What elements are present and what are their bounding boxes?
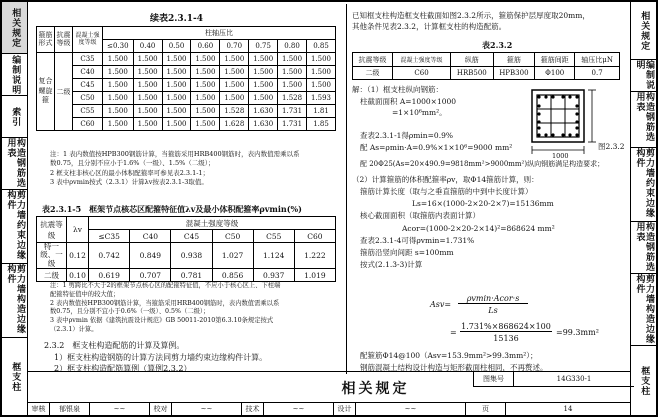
cell: 1.500 — [162, 92, 191, 105]
cell: 1.500 — [162, 105, 191, 118]
cell: C60 — [73, 118, 103, 131]
cell: 1.500 — [133, 118, 162, 131]
cell: 二级 — [37, 269, 67, 282]
calc-line: 按式(2.1.3-3)计算 — [360, 259, 423, 269]
formula-result: =99.3mm² — [556, 328, 599, 337]
design-label: 设计 — [334, 403, 356, 415]
table3-title: 表2.3.2 — [482, 40, 513, 50]
cell: C55 — [73, 105, 103, 118]
cell: 1.500 — [278, 79, 307, 92]
header-cell: 柱轴压比 — [103, 27, 336, 40]
cell: 1.500 — [278, 53, 307, 66]
cell: 1.85 — [307, 118, 336, 131]
cell: 0.849 — [130, 243, 171, 269]
cell: 1.500 — [162, 66, 191, 79]
ratio-header: 0.60 — [191, 40, 220, 53]
table-2-3-2 — [352, 52, 620, 80]
header-cell: 纵筋 — [451, 53, 493, 67]
figure-caption: 图2.3.2 — [598, 142, 625, 151]
tab-label: 剪力墙构造边缘构件 — [5, 264, 25, 334]
tab-label: 构造钢筋选用表 — [634, 222, 654, 272]
cell: 1.500 — [103, 79, 134, 92]
section-heading: 2.3.2 框支柱构造配筋的计算及算例。 — [44, 341, 185, 350]
calc-line: 配箍筋Φ14@100（Asv=153.9mm²>99.3mm²）； — [360, 351, 538, 360]
cell: C60 — [393, 67, 451, 80]
figure-dimension: 1000 — [552, 152, 569, 160]
ratio-header: 0.50 — [162, 40, 191, 53]
calc-line: Ls=16×(1000-2×20-2×7)=15136mm — [412, 199, 554, 209]
tab-label: 框支柱 — [10, 361, 21, 392]
note-line: 数0.75，且分别不应小于1.6%（一级）、1.5%（二级）； — [50, 159, 215, 168]
note-line: 配箍特征值中的较大值； — [50, 290, 120, 298]
formula-denominator: 15136 — [493, 334, 519, 343]
left-tab[interactable] — [2, 54, 27, 96]
header-cell: 混凝土强度等级 — [393, 53, 451, 67]
cell: 1.731 — [278, 118, 307, 131]
cell: 1.124 — [253, 243, 294, 269]
calc-step-1 — [352, 84, 456, 119]
intro-line: 已知框支柱构造框支柱截面如图2.3.2所示，箍筋保护层厚度取20mm， — [352, 11, 590, 20]
cell: 1.500 — [162, 79, 191, 92]
hoop-form-cell: 复合螺旋箍 — [37, 53, 55, 131]
calc-conclusion — [360, 350, 548, 373]
formula-denominator: Ls — [488, 306, 498, 315]
calc-step-1b — [360, 130, 512, 154]
cell: C45 — [73, 79, 103, 92]
signature-row — [28, 402, 630, 415]
left-tab[interactable] — [2, 138, 27, 190]
cell: 1.500 — [191, 53, 220, 66]
cell: HRB500 — [451, 67, 493, 80]
cell: 1.500 — [133, 105, 162, 118]
calc-line: Acor=(1000-2×20-2×14)²=868624 mm² — [402, 223, 555, 233]
note-line: 3 表中ρvmin按式（2.3.1）计算λv按表2.3.1-3取值。 — [50, 178, 208, 187]
grade-header: ≤C35 — [89, 230, 130, 243]
grade-header: C60 — [294, 230, 335, 243]
note-line: （2.3.1）计算。 — [50, 326, 98, 334]
cell: 1.500 — [133, 92, 162, 105]
cell: C50 — [73, 92, 103, 105]
tech-signature: ~~ — [264, 403, 334, 415]
cell: 0.937 — [253, 269, 294, 282]
right-tab-column — [630, 2, 656, 415]
reviewer-name: 郁银泉 — [50, 403, 90, 415]
header-cell: λv — [67, 217, 89, 243]
cell: 1.500 — [249, 66, 278, 79]
calc-line: 箍筋计算长度（取与之垂直箍筋的中到中长度计算） — [360, 187, 533, 197]
formula-numerator: ρvmin·Acor·s — [458, 294, 528, 304]
calc-line: 柱截面面积 A=1000×1000 — [360, 96, 457, 106]
cell: 1.528 — [220, 105, 249, 118]
calc-line: 钢筋混凝土结构设计构造与矩形截面柱相同，不再赘述。 — [360, 362, 548, 372]
header-cell: 混凝土强度等级 — [89, 217, 336, 230]
atlas-number-value: 14G330-1 — [513, 372, 634, 387]
formula-lhs: Asv= — [430, 300, 452, 309]
cell: 0.7 — [575, 67, 620, 80]
cell: 1.500 — [103, 53, 134, 66]
header-cell: 抗震等级 — [353, 53, 393, 67]
note-line: 3 表中ρvmin 依据《建筑抗震设计规范》GB 50011-2010第6.3.10条规定按式 — [50, 317, 274, 325]
note-line: 注：1 表内数值按HPB300钢筋计算，当箍筋采用HRB400钢筋时，表内数值需乘以系 — [50, 150, 300, 158]
right-tab[interactable] — [631, 148, 656, 222]
tab-label: 相关规定 — [639, 10, 650, 51]
cell: 1.500 — [191, 92, 220, 105]
tab-label: 相关规定 — [10, 7, 21, 48]
table2-title: 表2.3.1-5 框架节点核芯区配箍特征值λv及最小体积配箍率ρvmin(%) — [42, 204, 302, 214]
ratio-header: 0.40 — [133, 40, 162, 53]
grade-header: C50 — [212, 230, 253, 243]
cell: 1.500 — [133, 66, 162, 79]
ratio-header: 0.75 — [249, 40, 278, 53]
tab-label: 剪力墙构造边缘构件 — [634, 274, 654, 344]
cell: 特一级、一级 — [37, 243, 67, 269]
cell: 1.500 — [133, 79, 162, 92]
seismic-level-cell: 二级 — [55, 53, 73, 131]
left-tab[interactable] — [2, 338, 27, 415]
tech-label: 技术 — [242, 403, 264, 415]
cell: 0.742 — [89, 243, 130, 269]
tab-label: 剪力墙约束边缘构件 — [5, 190, 25, 260]
cell: 1.019 — [294, 269, 335, 282]
atlas-number-label: 图集号 — [473, 372, 513, 387]
cell: C35 — [73, 53, 103, 66]
table-2-3-1-5 — [36, 216, 336, 282]
cell: 1.500 — [191, 118, 220, 131]
cell: 0.707 — [130, 269, 171, 282]
right-tab[interactable] — [631, 92, 656, 148]
calc-line: 解：（1）框支柱纵向钢筋： — [352, 85, 444, 94]
cell: 1.500 — [191, 105, 220, 118]
intro-line: 其他条件见表2.3.2，计算框支柱的构造配筋。 — [352, 22, 507, 32]
tab-label: 编制说明 — [634, 60, 654, 90]
page-label: 页 — [466, 403, 506, 415]
cell: 0.856 — [212, 269, 253, 282]
calc-line: 查表2.3.1-4可得ρvmin=1.731% — [360, 235, 475, 245]
page-number: 14 — [563, 405, 573, 413]
table2-notes — [50, 282, 280, 335]
cell: 1.628 — [220, 118, 249, 131]
cell: 1.500 — [162, 53, 191, 66]
table-2-3-1-4 — [36, 26, 336, 131]
note-line: 注：1 剪跨比不大于2的框架节点核心区的配箍特征值，不应小于核心区上、下柱端 — [50, 282, 281, 289]
left-tab-column — [2, 2, 28, 415]
grade-header: C45 — [171, 230, 212, 243]
tab-label: 构造钢筋选用表 — [5, 138, 25, 188]
section-2-3-2 — [44, 340, 267, 375]
right-tab[interactable] — [631, 2, 656, 60]
checker-signature: ~~ — [172, 403, 242, 415]
cell: C40 — [73, 66, 103, 79]
cell: 1.500 — [191, 66, 220, 79]
grade-header: C40 — [130, 230, 171, 243]
ratio-header: ≤0.30 — [103, 40, 134, 53]
calc-line: 配 As=ρmin·A=0.9%×1×10⁶=9000 mm² — [360, 143, 513, 152]
calc-line: 核心截面面积（取箍筋内表面计算） — [360, 211, 480, 221]
cell: 1.500 — [278, 66, 307, 79]
hoop-outer — [537, 95, 579, 137]
cell: 1.500 — [220, 53, 249, 66]
note-line: 2 框支柱非核心区的最小体积配箍率可参见表2.3.1-1； — [50, 168, 210, 177]
cell: 1.500 — [249, 53, 278, 66]
cell: 二级 — [353, 67, 393, 80]
cell: 1.027 — [212, 243, 253, 269]
header-cell: 箍筋间距 — [535, 53, 575, 67]
note-line: 数0.75，且分别不宜小于0.6%（一级）、0.5%（二级）； — [50, 308, 210, 316]
cell: 1.500 — [220, 79, 249, 92]
header-cell: 轴压比μN — [575, 53, 620, 67]
right-tab[interactable] — [631, 346, 656, 415]
table1-notes — [50, 150, 300, 188]
header-cell: 箍筋 — [493, 53, 535, 67]
sheet-title: 相关规定 — [341, 380, 410, 397]
cell: 0.781 — [171, 269, 212, 282]
cell: 1.500 — [133, 53, 162, 66]
cell: 0.938 — [171, 243, 212, 269]
tab-label: 构造钢筋选用表 — [634, 92, 654, 142]
header-cell: 抗震等级 — [37, 217, 67, 243]
left-tab[interactable] — [2, 190, 27, 264]
header-cell: 混凝土强度等级 — [73, 27, 103, 53]
cell: 1.500 — [162, 118, 191, 131]
header-cell: 抗震等级 — [55, 27, 73, 53]
tab-label: 编制说明 — [10, 54, 21, 95]
cell: 1.500 — [103, 118, 134, 131]
rebar-dots — [537, 95, 578, 136]
cell: 1.500 — [103, 105, 134, 118]
designer-signature: ~~ — [356, 403, 466, 415]
cell: Φ100 — [535, 67, 575, 80]
calc-line: 箍筋沿竖向间距 s=100mm — [360, 247, 454, 257]
right-tab[interactable] — [631, 60, 656, 92]
section-line: 2）框支柱构造配筋算例（算例2.3.2） — [54, 364, 192, 374]
calc-line: 查表2.3.1-1得ρmin=0.9% — [360, 131, 453, 140]
calc-line: （2）计算箍筋的体积配箍率ρv，取Φ14箍筋计算，则： — [352, 175, 539, 184]
cell: 1.500 — [220, 92, 249, 105]
cell: 1.500 — [249, 92, 278, 105]
ratio-header: 0.70 — [220, 40, 249, 53]
right-tab[interactable] — [631, 222, 656, 274]
cell: 1.528 — [278, 92, 307, 105]
tab-label: 框支柱 — [639, 365, 650, 396]
cell: 1.500 — [307, 66, 336, 79]
reviewer-signature: ~~ — [90, 403, 150, 415]
cell: 1.500 — [307, 79, 336, 92]
cell: 1.500 — [103, 92, 134, 105]
check-label: 校对 — [150, 403, 172, 415]
cell: 1.630 — [249, 118, 278, 131]
main-content — [30, 4, 632, 374]
left-tab[interactable] — [2, 264, 27, 338]
formula-numerator: 1.731%×868624×100 — [461, 322, 551, 331]
example-intro — [352, 10, 590, 33]
cell: 1.630 — [249, 105, 278, 118]
cell: 1.500 — [103, 66, 134, 79]
cell: 1.500 — [307, 53, 336, 66]
calc-step-2 — [352, 174, 555, 271]
cell: 1.731 — [278, 105, 307, 118]
formula-eq: = — [450, 328, 457, 337]
header-cell: 箍筋形式 — [37, 27, 55, 53]
section-line: 1）框支柱构造钢筋的计算方法同剪力墙约束边缘构件计算。 — [54, 352, 268, 362]
cell: 1.500 — [191, 79, 220, 92]
cell: 0.619 — [89, 269, 130, 282]
ratio-header: 0.85 — [307, 40, 336, 53]
cell: 0.10 — [67, 269, 89, 282]
cell: 1.593 — [307, 92, 336, 105]
cell: 1.500 — [220, 66, 249, 79]
cell: 1.500 — [249, 79, 278, 92]
title-block — [28, 371, 630, 415]
cell: 1.81 — [307, 105, 336, 118]
calc-line: =1×10⁶mm²。 — [392, 108, 447, 118]
note-line: 2 表内数值按HPB300钢筋计算，当箍筋采用HRB400钢筋时，表内数值需乘以系 — [50, 299, 280, 307]
tab-label: 索引 — [10, 106, 21, 127]
tab-label: 剪力墙约束边缘构件 — [634, 148, 654, 218]
cell: 0.12 — [67, 243, 89, 269]
cell: 1.222 — [294, 243, 335, 269]
table1-title: 续表2.3.1-4 — [150, 14, 204, 24]
right-tab[interactable] — [631, 274, 656, 346]
ratio-header: 0.80 — [278, 40, 307, 53]
left-tab[interactable] — [2, 96, 27, 138]
grade-header: C55 — [253, 230, 294, 243]
calc-line: 配 20Φ25(As=20×490.9=9818mm²>9000mm²)纵向钢筋满足构造要求； — [360, 160, 605, 168]
review-label: 审核 — [28, 403, 50, 415]
cell: HPB300 — [493, 67, 535, 80]
left-tab[interactable] — [2, 2, 27, 54]
